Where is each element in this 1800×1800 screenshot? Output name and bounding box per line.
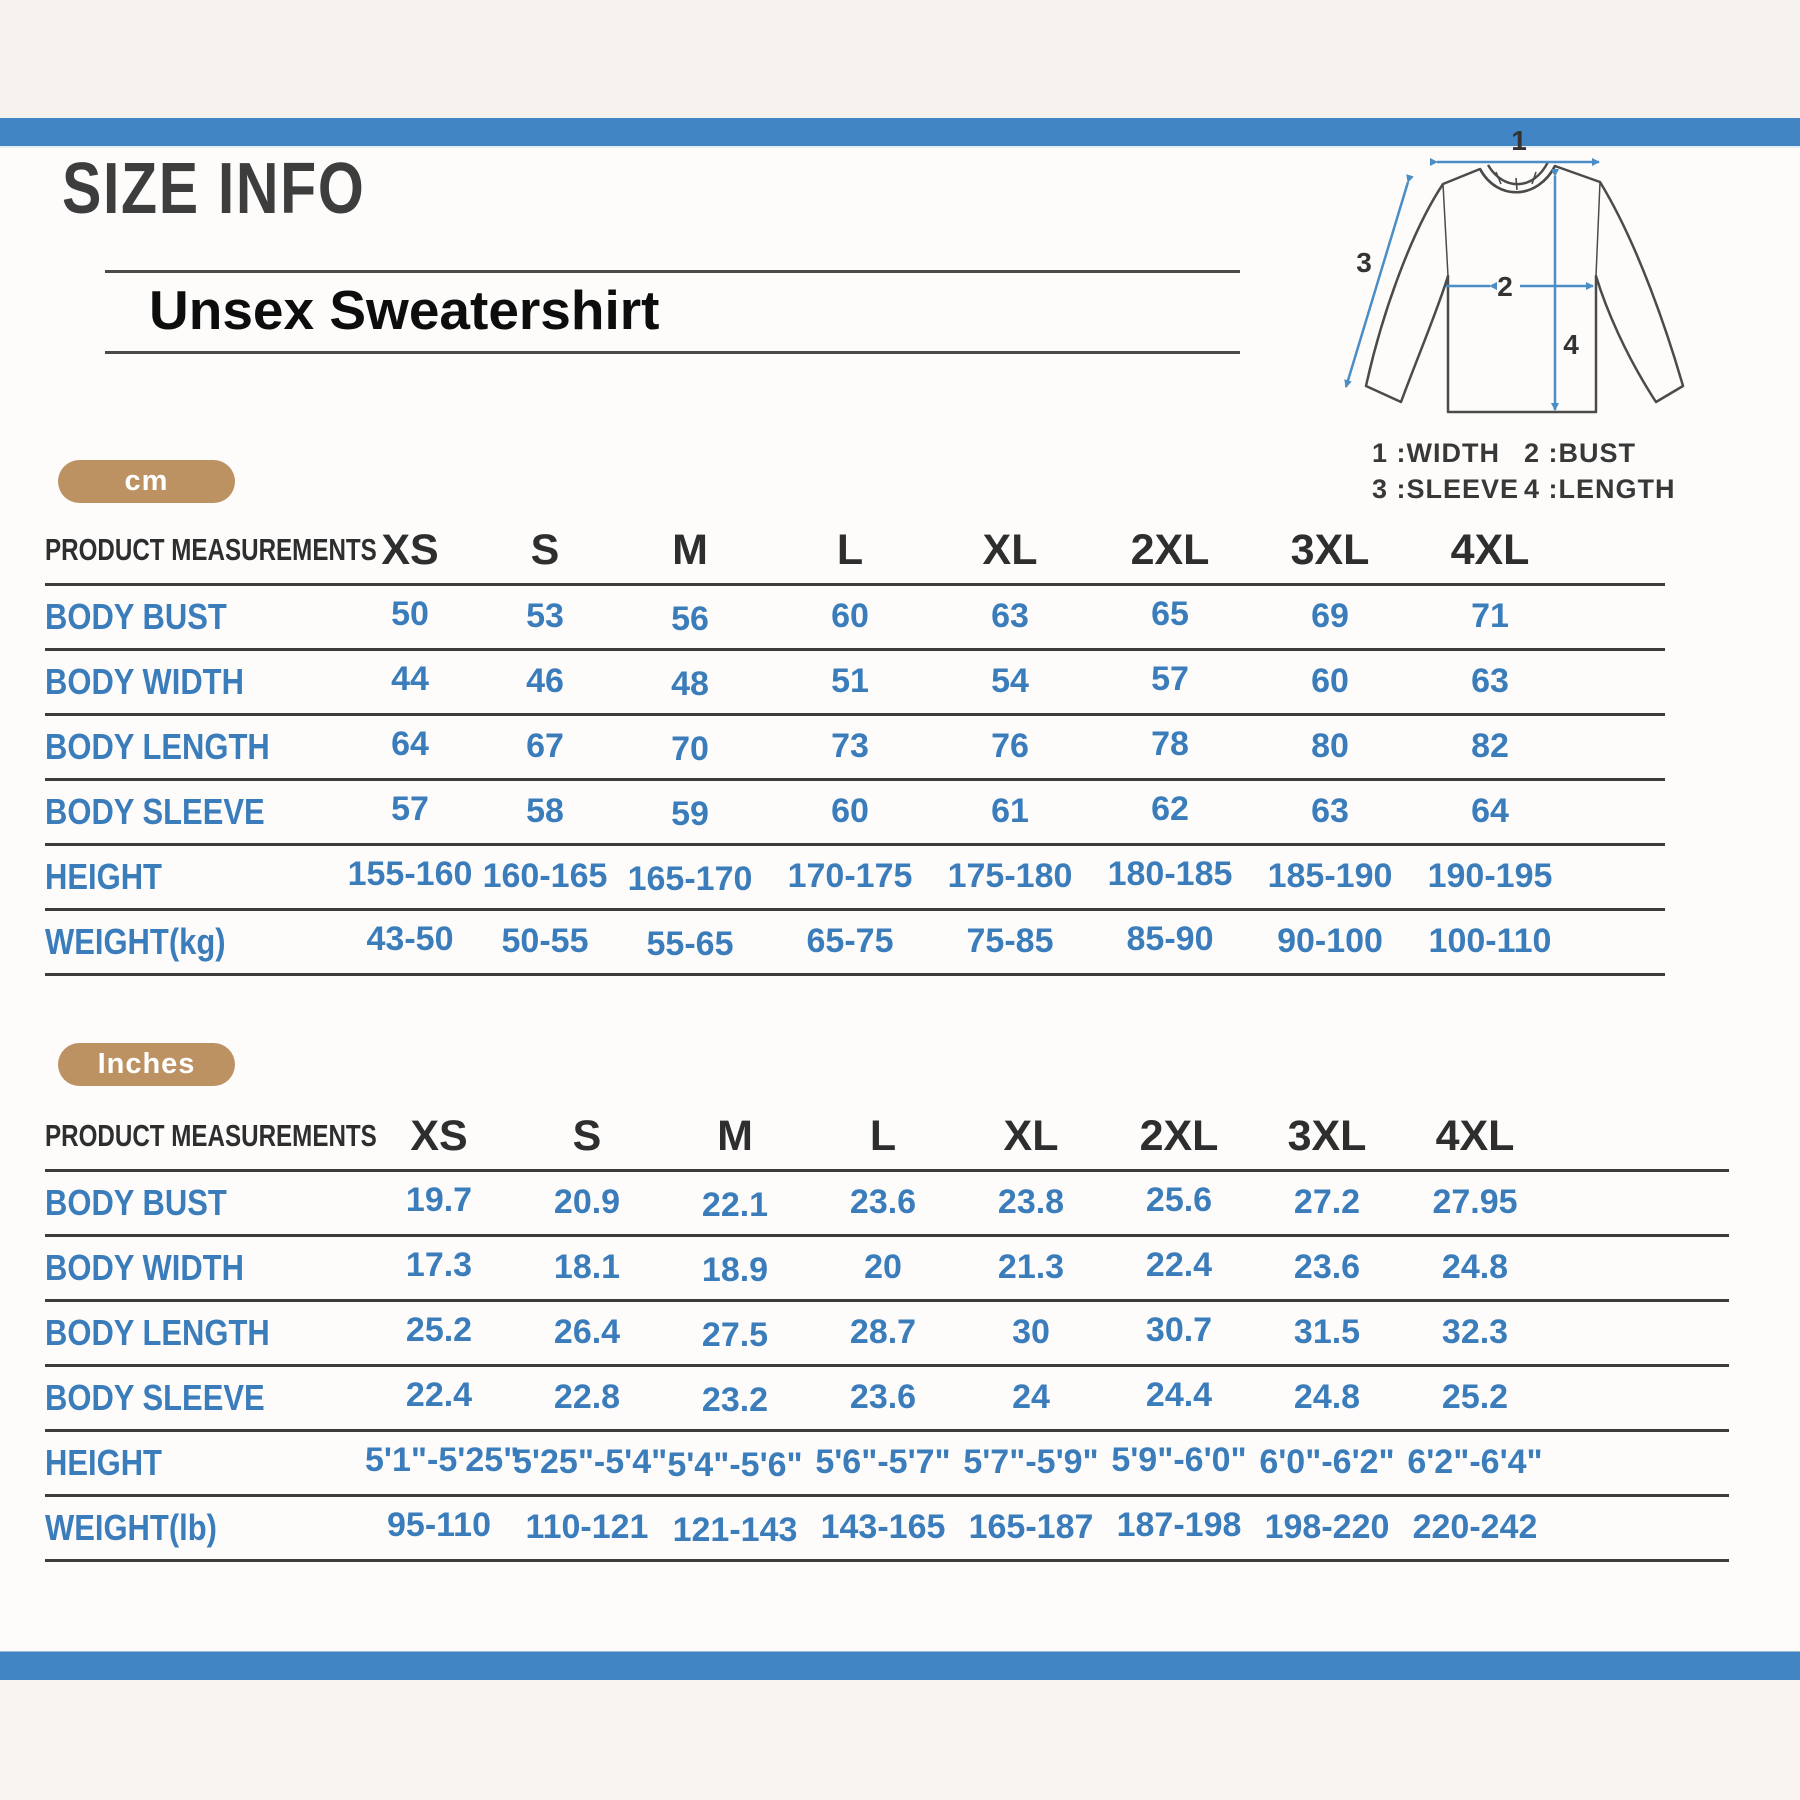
size-value: 95-110 xyxy=(387,1506,491,1544)
size-value: 185-190 xyxy=(1267,857,1393,895)
size-value: 5'25"-5'4" xyxy=(513,1443,668,1481)
size-value: 64 xyxy=(391,725,429,763)
measurement-label xyxy=(45,714,345,779)
size-value: 25.2 xyxy=(1441,1378,1509,1416)
size-value: 23.6 xyxy=(849,1378,917,1416)
size-value: 22.1 xyxy=(701,1186,769,1224)
measurement-label-text: BODY WIDTH xyxy=(45,660,244,702)
measurement-label-text: BODY LENGTH xyxy=(45,1311,270,1353)
size-value: 75-85 xyxy=(966,922,1054,960)
size-value: 51 xyxy=(831,662,869,700)
measurement-row xyxy=(45,1365,1729,1430)
size-value: 170-175 xyxy=(787,857,913,895)
size-column-header-s: S xyxy=(572,1111,602,1160)
size-value: 25.2 xyxy=(405,1311,473,1349)
legend-item-bust: 2 :BUST xyxy=(1524,438,1637,468)
measurement-label-text: HEIGHT xyxy=(45,855,162,897)
size-column-header-m: M xyxy=(672,525,708,574)
size-value: 63 xyxy=(1311,792,1349,830)
header-spacer xyxy=(1575,518,1665,584)
size-header-row xyxy=(45,1104,1729,1170)
size-value: 80 xyxy=(1311,727,1349,765)
size-column-header-l: L xyxy=(869,1111,897,1160)
size-table-cm xyxy=(45,518,1665,976)
size-value: 19.7 xyxy=(405,1181,473,1219)
size-value: 54 xyxy=(991,662,1029,700)
measurements-header-text: PRODUCT MEASUREMENTS xyxy=(45,1118,377,1154)
size-value: 85-90 xyxy=(1126,920,1214,958)
size-value: 198-220 xyxy=(1264,1508,1390,1546)
size-value: 24.4 xyxy=(1145,1376,1213,1414)
row-spacer xyxy=(1549,1235,1729,1300)
measurement-row xyxy=(45,1235,1729,1300)
row-spacer xyxy=(1549,1495,1729,1560)
header-spacer xyxy=(1549,1104,1729,1170)
size-value: 50-55 xyxy=(501,922,589,960)
size-value: 27.2 xyxy=(1293,1183,1361,1221)
size-value: 17.3 xyxy=(405,1246,473,1284)
size-value: 22.4 xyxy=(1145,1246,1213,1284)
size-table xyxy=(45,518,1665,976)
measurement-label xyxy=(45,1365,365,1430)
size-value: 18.1 xyxy=(553,1248,621,1286)
size-value: 121-143 xyxy=(672,1511,798,1549)
size-value: 165-187 xyxy=(968,1508,1094,1546)
row-spacer xyxy=(1575,714,1665,779)
bust-arrow-label: 2 xyxy=(1497,271,1513,302)
measurement-label-text: BODY BUST xyxy=(45,595,227,637)
size-value: 63 xyxy=(991,597,1029,635)
size-value: 220-242 xyxy=(1412,1508,1538,1546)
measurement-row xyxy=(45,649,1665,714)
size-value: 60 xyxy=(831,792,869,830)
measurement-label xyxy=(45,779,345,844)
legend-item-sleeve: 3 :SLEEVE xyxy=(1372,474,1520,504)
size-value: 57 xyxy=(1151,660,1189,698)
size-value: 100-110 xyxy=(1428,922,1552,960)
measurements-column-header xyxy=(45,1104,377,1170)
measurement-label xyxy=(45,649,345,714)
size-value: 18.9 xyxy=(701,1251,769,1289)
size-value: 30 xyxy=(1012,1313,1050,1351)
width-arrow-label: 1 xyxy=(1511,125,1527,156)
size-value: 57 xyxy=(391,790,429,828)
size-column-header-xs: XS xyxy=(381,525,439,574)
size-value: 55-65 xyxy=(646,925,734,963)
measurement-row xyxy=(45,584,1665,649)
size-value: 175-180 xyxy=(947,857,1073,895)
measurement-row xyxy=(45,1300,1729,1365)
size-value: 6'0"-6'2" xyxy=(1259,1443,1395,1481)
size-value: 165-170 xyxy=(627,860,753,898)
row-spacer xyxy=(1549,1365,1729,1430)
size-column-header-4xl: 4XL xyxy=(1435,1111,1515,1160)
measurements-column-header xyxy=(45,518,377,584)
measurement-label xyxy=(45,844,345,909)
measurement-row xyxy=(45,844,1665,909)
measurement-label-text: HEIGHT xyxy=(45,1441,162,1483)
size-value: 26.4 xyxy=(553,1313,621,1351)
size-value: 23.6 xyxy=(849,1183,917,1221)
row-spacer xyxy=(1575,909,1665,974)
measurement-label xyxy=(45,1170,365,1235)
size-column-header-s: S xyxy=(530,525,560,574)
size-value: 32.3 xyxy=(1441,1313,1509,1351)
legend-item-length: 4 :LENGTH xyxy=(1524,474,1676,504)
legend-item-width: 1 :WIDTH xyxy=(1372,438,1500,468)
top-margin-strip xyxy=(0,0,1800,118)
sleeve-arrow-label: 3 xyxy=(1356,247,1372,278)
size-value: 5'4"-5'6" xyxy=(667,1446,803,1484)
row-spacer xyxy=(1549,1170,1729,1235)
measurement-row xyxy=(45,1170,1729,1235)
size-value: 53 xyxy=(526,597,564,635)
size-table xyxy=(45,1104,1729,1562)
size-value: 58 xyxy=(526,792,564,830)
size-value: 71 xyxy=(1471,597,1509,635)
measurement-label xyxy=(45,1495,365,1560)
measurement-row xyxy=(45,714,1665,779)
measurement-label-text: BODY LENGTH xyxy=(45,725,270,767)
size-value: 44 xyxy=(391,660,429,698)
measurement-row xyxy=(45,909,1665,974)
size-value: 67 xyxy=(526,727,564,765)
size-value: 187-198 xyxy=(1116,1506,1242,1544)
size-value: 48 xyxy=(671,665,709,703)
size-value: 20.9 xyxy=(553,1183,621,1221)
size-value: 155-160 xyxy=(347,855,473,893)
size-column-header-xs: XS xyxy=(410,1111,468,1160)
size-value: 31.5 xyxy=(1293,1313,1361,1351)
size-value: 43-50 xyxy=(366,920,454,958)
length-arrow-label: 4 xyxy=(1563,329,1579,360)
size-value: 5'6"-5'7" xyxy=(815,1443,951,1481)
row-spacer xyxy=(1575,779,1665,844)
unit-badge-cm: cm xyxy=(58,460,235,503)
size-value: 25.6 xyxy=(1145,1181,1213,1219)
row-spacer xyxy=(1549,1300,1729,1365)
size-value: 5'9"-6'0" xyxy=(1111,1441,1247,1479)
size-value: 5'7"-5'9" xyxy=(963,1443,1099,1481)
size-column-header-l: L xyxy=(836,525,864,574)
size-value: 23.2 xyxy=(701,1381,769,1419)
measurement-label xyxy=(45,909,345,974)
measurement-label xyxy=(45,1300,365,1365)
row-spacer xyxy=(1575,844,1665,909)
size-column-header-4xl: 4XL xyxy=(1450,525,1530,574)
size-value: 23.6 xyxy=(1293,1248,1361,1286)
size-value: 22.8 xyxy=(553,1378,621,1416)
size-value: 65-75 xyxy=(806,922,894,960)
measurement-label-text: BODY SLEEVE xyxy=(45,1376,265,1418)
size-value: 190-195 xyxy=(1427,857,1553,895)
size-value: 63 xyxy=(1471,662,1509,700)
size-value: 6'2"-6'4" xyxy=(1407,1443,1543,1481)
unit-badge-inches: Inches xyxy=(58,1043,235,1086)
size-column-header-xl: XL xyxy=(982,525,1038,574)
size-value: 24.8 xyxy=(1293,1378,1361,1416)
size-value: 23.8 xyxy=(997,1183,1065,1221)
measurement-label-text: BODY BUST xyxy=(45,1181,227,1223)
measurement-row xyxy=(45,1430,1729,1495)
size-value: 21.3 xyxy=(997,1248,1065,1286)
size-value: 24.8 xyxy=(1441,1248,1509,1286)
size-value: 110-121 xyxy=(525,1508,649,1546)
size-value: 160-165 xyxy=(482,857,608,895)
size-value: 82 xyxy=(1471,727,1509,765)
measurement-label-text: WEIGHT(lb) xyxy=(45,1506,217,1548)
size-value: 60 xyxy=(831,597,869,635)
page-title: SIZE INFO xyxy=(62,149,366,229)
sweatshirt-diagram-svg xyxy=(1338,124,1778,440)
size-value: 46 xyxy=(526,662,564,700)
size-value: 62 xyxy=(1151,790,1189,828)
size-column-header-3xl: 3XL xyxy=(1287,1111,1367,1160)
size-value: 27.95 xyxy=(1432,1183,1518,1221)
size-value: 28.7 xyxy=(849,1313,917,1351)
size-column-header-m: M xyxy=(717,1111,753,1160)
size-value: 60 xyxy=(1311,662,1349,700)
row-spacer xyxy=(1549,1430,1729,1495)
measurement-label xyxy=(45,584,345,649)
measurement-label-text: BODY WIDTH xyxy=(45,1246,244,1288)
size-value: 70 xyxy=(671,730,709,768)
size-value: 69 xyxy=(1311,597,1349,635)
size-column-header-2xl: 2XL xyxy=(1139,1111,1219,1160)
product-name: Unsex Sweatershirt xyxy=(149,279,660,341)
size-value: 180-185 xyxy=(1107,855,1233,893)
size-value: 65 xyxy=(1151,595,1189,633)
size-value: 76 xyxy=(991,727,1029,765)
measurement-label-text: BODY SLEEVE xyxy=(45,790,265,832)
measurement-label xyxy=(45,1235,365,1300)
size-value: 59 xyxy=(671,795,709,833)
size-value: 20 xyxy=(864,1248,902,1286)
size-column-header-2xl: 2XL xyxy=(1130,525,1210,574)
bottom-blue-bar xyxy=(0,1652,1800,1680)
size-table-inches xyxy=(45,1104,1729,1562)
size-header-row xyxy=(45,518,1665,584)
row-spacer xyxy=(1575,649,1665,714)
size-value: 30.7 xyxy=(1145,1311,1213,1349)
size-value: 27.5 xyxy=(701,1316,769,1354)
size-value: 56 xyxy=(671,600,709,638)
size-value: 61 xyxy=(991,792,1029,830)
size-value: 143-165 xyxy=(820,1508,946,1546)
size-value: 78 xyxy=(1151,725,1189,763)
measurement-label xyxy=(45,1430,365,1495)
size-value: 50 xyxy=(391,595,429,633)
measurement-row xyxy=(45,779,1665,844)
size-value: 22.4 xyxy=(405,1376,473,1414)
measurements-header-text: PRODUCT MEASUREMENTS xyxy=(45,532,377,568)
size-column-header-3xl: 3XL xyxy=(1290,525,1370,574)
row-spacer xyxy=(1575,584,1665,649)
size-column-header-xl: XL xyxy=(1003,1111,1059,1160)
measurement-row xyxy=(45,1495,1729,1560)
product-name-box xyxy=(105,270,1240,354)
size-value: 73 xyxy=(831,727,869,765)
measurement-label-text: WEIGHT(kg) xyxy=(45,920,226,962)
sweatshirt-measurement-diagram xyxy=(1338,124,1778,440)
bottom-margin-strip xyxy=(0,1680,1800,1800)
size-value: 64 xyxy=(1471,792,1509,830)
size-value: 90-100 xyxy=(1277,922,1383,960)
size-value: 24 xyxy=(1012,1378,1050,1416)
diagram-legend xyxy=(1372,438,1676,505)
size-value: 5'1"-5'25" xyxy=(365,1441,520,1479)
